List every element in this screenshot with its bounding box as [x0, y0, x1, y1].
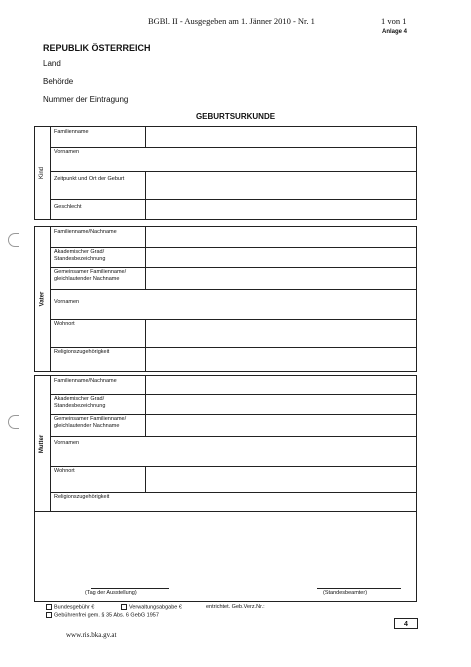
- row-kind-familienname: [51, 127, 416, 147]
- row-kind-geburt: [51, 171, 416, 199]
- republic-heading: REPUBLIK ÖSTERREICH: [43, 43, 151, 53]
- punch-hole-icon: [8, 233, 19, 247]
- row-label: Familienname/Nachname: [51, 227, 146, 247]
- row-vater-familienname: [51, 227, 416, 247]
- registrar-label: (Standesbeamter): [323, 590, 368, 596]
- row-label: Wohnort: [51, 319, 146, 347]
- section-mutter: [34, 375, 417, 512]
- land-label: Land: [43, 59, 61, 68]
- row-vater-vornamen: [51, 289, 416, 319]
- row-label: Geschlecht: [51, 199, 146, 220]
- section-kind: [34, 126, 417, 220]
- row-vater-religion: [51, 347, 416, 372]
- gebuehrenfrei-label: Gebührenfrei gem. § 35 Abs. 6 GebG 1957: [54, 612, 159, 619]
- page-number: 4: [394, 618, 418, 629]
- punch-hole-icon: [8, 415, 19, 429]
- row-label: Gemeinsamer Familienname/ gleichlautender Nachname: [51, 267, 146, 289]
- checkbox-icon[interactable]: [46, 604, 52, 610]
- row-mutter-grad: [51, 394, 416, 414]
- section-kind-label: Kind: [39, 166, 46, 180]
- row-label: Religionszugehörigkeit: [51, 347, 146, 372]
- gazette-header: BGBl. II - Ausgegeben am 1. Jänner 2010 - Nr. 1: [148, 16, 315, 26]
- row-vater-grad: [51, 247, 416, 267]
- row-label: Familienname: [51, 127, 146, 147]
- row-label: Gemeinsamer Familienname/ gleichlautender Nachname: [51, 414, 146, 436]
- row-mutter-wohnort: [51, 466, 416, 492]
- row-mutter-gemeinsam: [51, 414, 416, 436]
- verwaltungsabgabe-label: Verwaltungsabgabe €: [129, 604, 182, 611]
- row-mutter-familienname: [51, 376, 416, 394]
- section-mutter-label: Mutter: [39, 434, 46, 453]
- row-label: Vornamen: [54, 299, 80, 305]
- page-of-label: 1 von 1: [381, 16, 407, 26]
- checkbox-icon[interactable]: [46, 612, 52, 618]
- row-label: Wohnort: [51, 466, 146, 492]
- row-label: Akademischer Grad/ Standesbezeichnung: [51, 394, 146, 414]
- behoerde-label: Behörde: [43, 77, 74, 86]
- row-label: Familienname/Nachname: [51, 376, 146, 394]
- document-title: GEBURTSURKUNDE: [195, 112, 276, 121]
- row-mutter-religion: [51, 492, 416, 512]
- row-vater-gemeinsam: [51, 267, 416, 289]
- row-label: Religionszugehörigkeit: [54, 494, 110, 500]
- gebuehrenfrei-option[interactable]: [46, 612, 159, 618]
- signature-box: [34, 512, 417, 602]
- bundesgebuehr-option[interactable]: [46, 604, 94, 610]
- entry-number-label: Nummer der Eintragung: [43, 95, 129, 104]
- section-vater-label: Vater: [39, 291, 46, 307]
- footer-url[interactable]: www.ris.bka.gv.at: [66, 631, 117, 639]
- row-kind-geschlecht: [51, 199, 416, 220]
- bundesgebuehr-label: Bundesgebühr €: [54, 604, 95, 611]
- row-label: Vornamen: [54, 440, 80, 446]
- entrichtet-label: entrichtet. Geb.Verz.Nr.:: [206, 604, 265, 610]
- checkbox-icon[interactable]: [121, 604, 127, 610]
- row-label: Akademischer Grad/ Standesbezeichnung: [51, 247, 146, 267]
- annex-label: Anlage 4: [382, 29, 408, 35]
- section-vater: [34, 226, 417, 372]
- verwaltungsabgabe-option[interactable]: [121, 604, 182, 610]
- row-kind-vornamen: [51, 147, 416, 171]
- row-label: Zeitpunkt und Ort der Geburt: [51, 171, 146, 199]
- row-vater-wohnort: [51, 319, 416, 347]
- issue-date-label: (Tag der Ausstellung): [85, 590, 137, 596]
- row-label: Vornamen: [54, 149, 80, 155]
- row-mutter-vornamen: [51, 436, 416, 466]
